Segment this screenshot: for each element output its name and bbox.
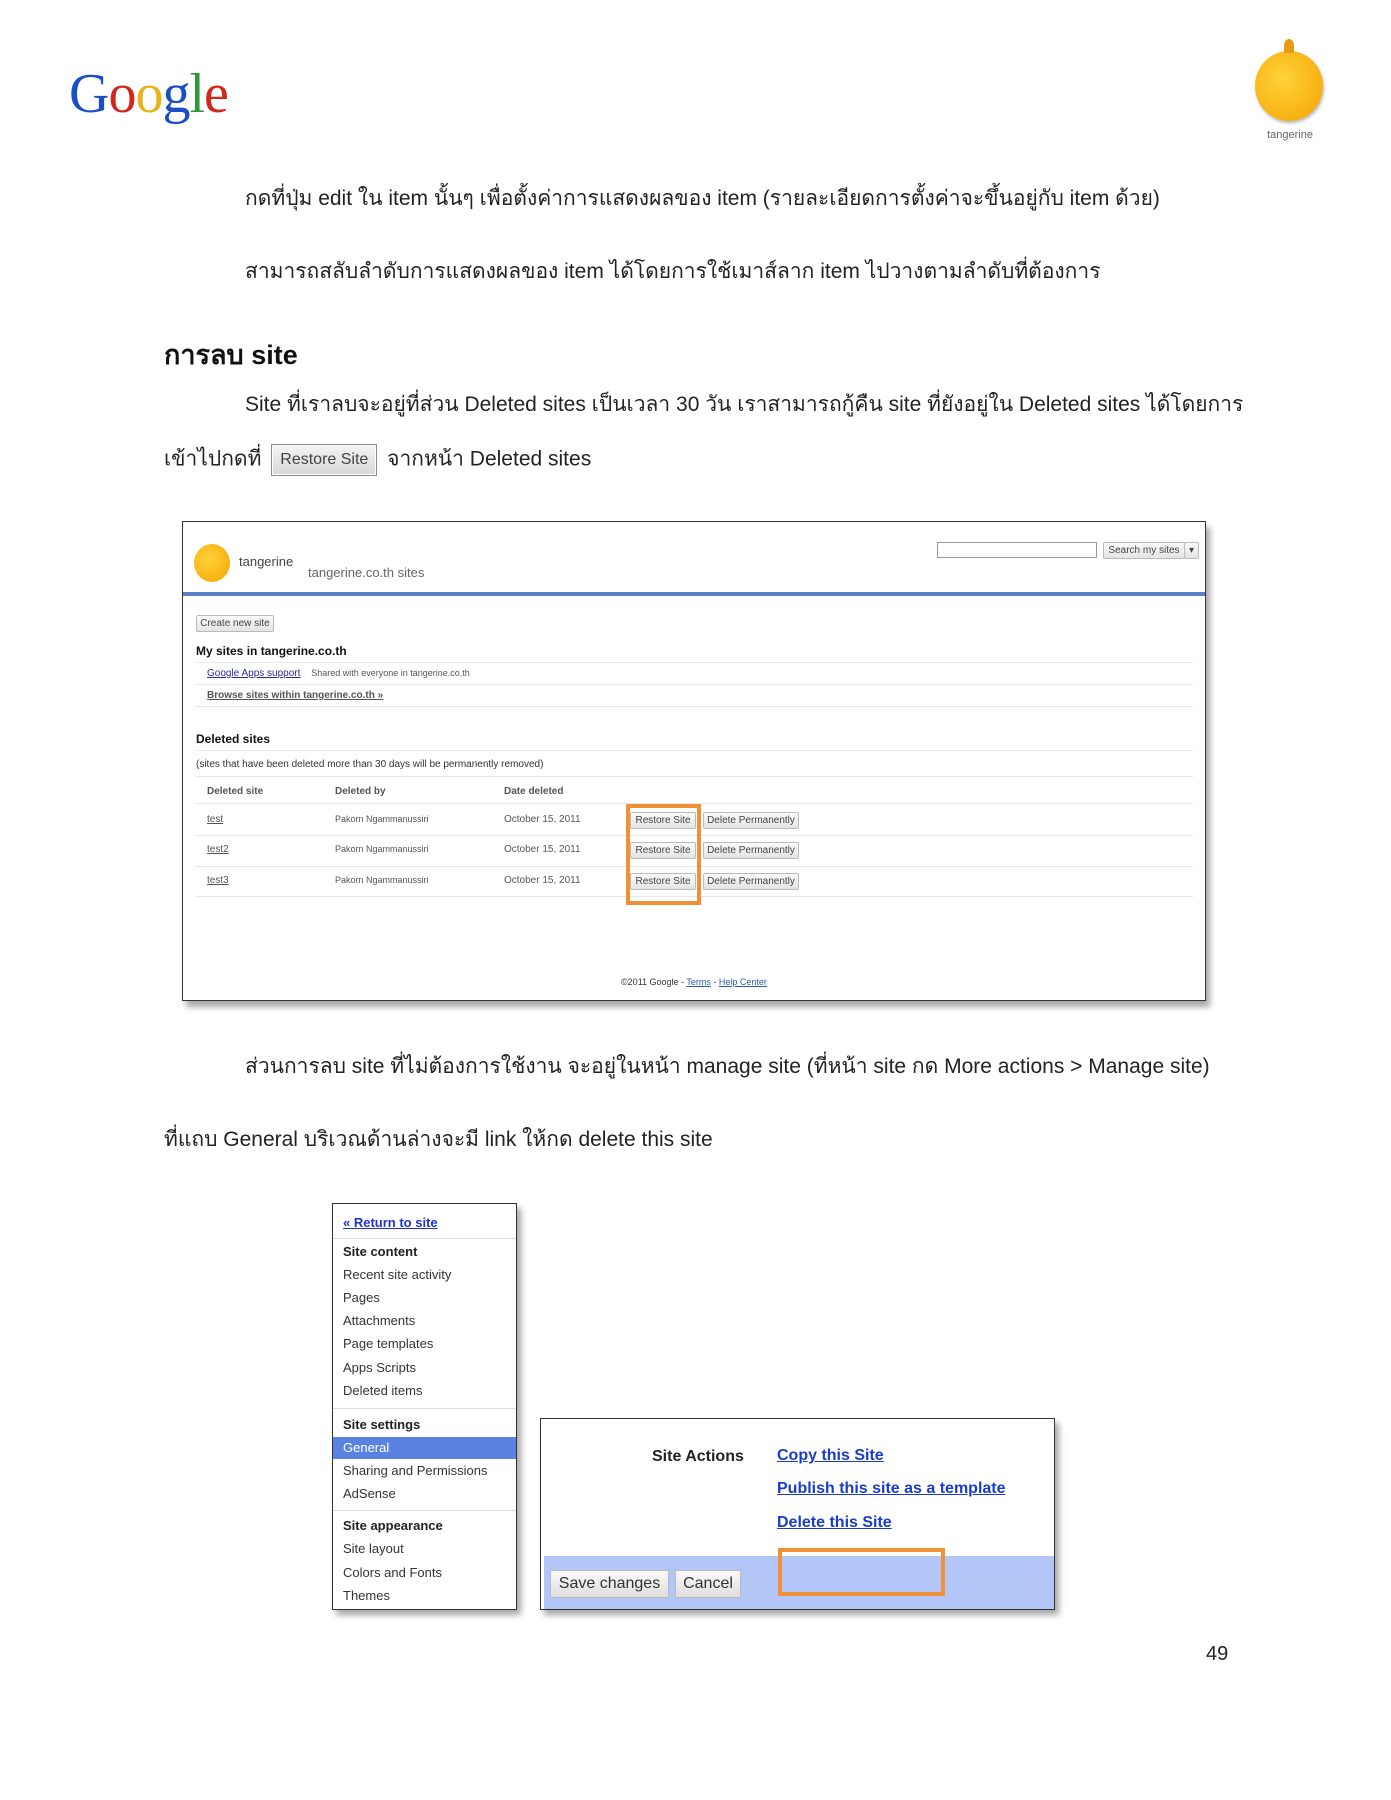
footer: ©2011 Google - Terms - Help Center [621, 977, 767, 987]
delete-permanently-button[interactable]: Delete Permanently [703, 873, 799, 890]
highlight-box [778, 1548, 945, 1596]
search-dropdown-chevron-icon[interactable]: ▾ [1184, 542, 1199, 559]
sidebar-item-themes[interactable]: Themes [343, 1588, 390, 1603]
sidebar-item-adsense[interactable]: AdSense [343, 1486, 396, 1501]
my-sites-heading: My sites in tangerine.co.th [196, 644, 347, 658]
help-center-link[interactable]: Help Center [718, 977, 767, 987]
manage-site-sidebar: « Return to site Site content Recent site activity Pages Attachments Page templates Apps Scripts Deleted items Site settings General Sharing and Permissions AdSense Site appearance Site layout Colors and Fonts Themes [332, 1203, 517, 1610]
restore-site-button[interactable]: Restore Site [630, 873, 696, 890]
column-header: Deleted by [335, 786, 386, 797]
list-item: Google Apps support Shared with everyone in tangerine.co.th [207, 668, 470, 679]
search-my-sites-button[interactable]: Search my sites [1103, 542, 1185, 559]
tangerine-logo-icon [194, 544, 230, 582]
google-logo: Google [69, 63, 228, 125]
column-header: Deleted site [207, 786, 264, 797]
page-number: 49 [1206, 1643, 1229, 1665]
site-link[interactable]: Google Apps support [207, 668, 301, 679]
sidebar-item-page-templates[interactable]: Page templates [343, 1336, 434, 1351]
tangerine-logo: tangerine [1251, 37, 1329, 145]
paragraph-1: กดที่ปุ่ม edit ใน item นั้นๆ เพื่อตั้งค่าการแสดงผลของ item (รายละเอียดการตั้งค่าจะขึ้นอยู่กับ item ด้วย) [245, 187, 1160, 210]
paragraph-2: สามารถสลับลำดับการแสดงผลของ item ได้โดยการใช้เมาส์ลาก item ไปวางตามลำดับที่ต้องการ [245, 260, 1101, 283]
sidebar-item-attachments[interactable]: Attachments [343, 1313, 416, 1328]
sidebar-item-deleted-items[interactable]: Deleted items [343, 1383, 423, 1398]
sidebar-item-pages[interactable]: Pages [343, 1290, 380, 1305]
return-to-site-link[interactable]: « Return to site [343, 1215, 438, 1230]
deleted-sites-heading: Deleted sites [196, 732, 271, 746]
paragraph-3: Site ที่เราลบจะอยู่ที่ส่วน Deleted sites เป็นเวลา 30 วัน เราสามารถกู้คืน site ที่ยังอยู่ใน Deleted sites ได้โดยการ [245, 393, 1244, 416]
search-input[interactable] [937, 542, 1097, 558]
sidebar-item-sharing[interactable]: Sharing and Permissions [343, 1463, 488, 1478]
deleted-site-link[interactable]: test3 [207, 875, 229, 886]
delete-site-link[interactable]: Delete this Site [777, 1514, 892, 1531]
terms-link[interactable]: Terms [686, 977, 711, 987]
delete-permanently-button[interactable]: Delete Permanently [703, 812, 799, 829]
create-new-site-button[interactable]: Create new site [196, 615, 274, 632]
paragraph-4: ส่วนการลบ site ที่ไม่ต้องการใช้งาน จะอยู่ในหน้า manage site (ที่หน้า site กด More actions > Manage site) [245, 1055, 1210, 1078]
site-actions-panel [540, 1418, 1055, 1610]
sidebar-item-apps-scripts[interactable]: Apps Scripts [343, 1360, 416, 1375]
restore-site-button[interactable]: Restore Site [630, 812, 696, 829]
site-actions-label: Site Actions [652, 1448, 744, 1465]
deleted-sites-screenshot: tangerine tangerine.co.th sites Search my sites ▾ Create new site My sites in tangerine.co.th Google Apps support Shared with everyone in tangerine.co.th Browse sites within tangerine.co.th » Deleted sites (sites that have been deleted more than 30 days will be permanently removed) Deleted site Deleted by Date deleted test Pakorn Ngammanussiri October 15, 2011 Restore Site Delete Permanently test2 Pakorn Ngammanussiri October 15, 2011 Restore Site Delete Permanently test3 Pakorn Ngammanussiri October 15, 2011 Restore Site Delete Permanently ©2011 Google - Terms - Help Center [182, 521, 1206, 1001]
deleted-site-link[interactable]: test [207, 814, 224, 825]
delete-permanently-button[interactable]: Delete Permanently [703, 842, 799, 859]
sidebar-item-colors-fonts[interactable]: Colors and Fonts [343, 1565, 442, 1580]
deleted-site-link[interactable]: test2 [207, 844, 229, 855]
section-heading: การลบ site [164, 340, 298, 370]
deleted-note: (sites that have been deleted more than 30 days will be permanently removed) [196, 759, 544, 770]
column-header: Date deleted [504, 786, 564, 797]
highlight-box [626, 804, 701, 905]
save-changes-button[interactable]: Save changes [550, 1570, 669, 1598]
cancel-button[interactable]: Cancel [675, 1570, 741, 1598]
browse-sites-link[interactable]: Browse sites within tangerine.co.th » [207, 690, 384, 701]
sites-title: tangerine.co.th sites [308, 565, 425, 580]
publish-template-link[interactable]: Publish this site as a template [777, 1480, 1006, 1497]
sidebar-item-recent-activity[interactable]: Recent site activity [343, 1267, 452, 1282]
copy-site-link[interactable]: Copy this Site [777, 1447, 884, 1464]
sidebar-item-general[interactable]: General [333, 1437, 516, 1459]
restore-site-button[interactable]: Restore Site [630, 842, 696, 859]
sidebar-item-site-layout[interactable]: Site layout [343, 1541, 404, 1556]
header-bar [183, 592, 1205, 596]
paragraph-5: ที่แถบ General บริเวณด้านล่างจะมี link ให้กด delete this site [164, 1128, 713, 1151]
restore-site-inline-button: Restore Site [271, 444, 377, 476]
paragraph-3-line-2: เข้าไปกดที่ Restore Site จากหน้า Deleted sites [164, 444, 591, 476]
